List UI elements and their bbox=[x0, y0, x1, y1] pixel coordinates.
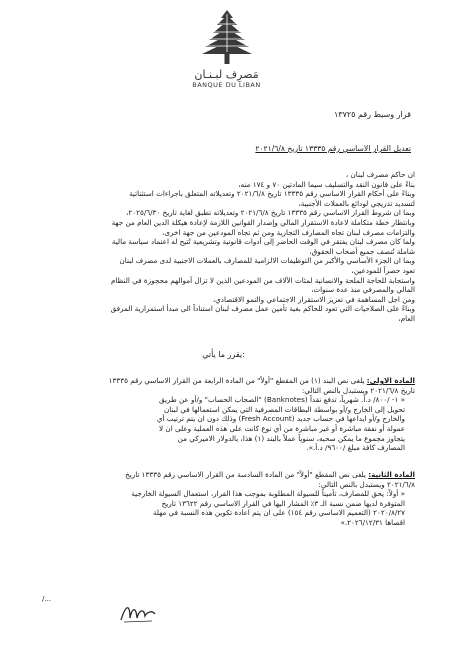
article-2 bbox=[32, 470, 415, 528]
article-2-line: ٢٠٢٠/٨/٢٧ (التعميم الاساسي رقم ١٥٤) على ان يتم اعادة تكوين هذه النسبة في مهلة bbox=[152, 508, 405, 518]
article-1-line: المصارف كافة مبلغ /٩٦٠٠/ د.أ.». bbox=[306, 443, 405, 453]
preamble-line: ولما كان مصرف لبنان يفتقر في الوقت الحاضر إلى أدوات قانونية وتشريعية تُتيح له اعتماد سياسة مالية bbox=[111, 237, 415, 247]
article-1 bbox=[32, 376, 415, 453]
preamble-line: ومن اجل المساهمة في تعزيز الاستقرار الاجتماعي والنمو الاقتصادي، bbox=[212, 294, 415, 304]
cedar-logo-icon bbox=[197, 6, 257, 70]
signature-icon bbox=[118, 600, 158, 630]
article-2-label: المادة الثانية: bbox=[368, 470, 415, 479]
article-2-line: ٢٠٢١/٦/٨ ويستبدل بالنص التالي: bbox=[318, 479, 415, 489]
preamble-line: ان حاكم مصرف لبنان ، bbox=[345, 170, 415, 179]
preamble-line: وبناءً على أحكام القرار الاساسي رقم ١٣٣٣٥ تاريخ ٢٠٢١/٦/٨ وتعديلاته المتعلق باجراءات استثنائية bbox=[129, 189, 415, 199]
preamble-line: بناءً على قانون النقد والتسليف سيما المادتين ٧٠ و ١٧٤ منه، bbox=[238, 179, 415, 189]
article-1-line: يلغى نص البند (١) من المقطع "أولاً" من المادة الرابعة من القرار الاساسي رقم ١٣٣٣٥ bbox=[108, 376, 365, 385]
article-2-line: اقصاها ٢٠٢٦/١٢/٣١.» bbox=[340, 517, 405, 527]
article-1-line: عمولة أو نفقة مباشرة أو غير مباشرة من أي نوع كانت على هذه العملية وعلى ان لا bbox=[159, 423, 405, 433]
article-1-line: والخارج و/أو ايداعها في حساب جديد (Fresh Account) وذلك دون ان يتم ترتيب أي bbox=[156, 414, 405, 424]
continuation-mark: /... bbox=[42, 595, 52, 603]
article-1-line: يتجاوز مجموع ما يمكن سحبه، سنوياً عملاً بالبند (١) هذا، بالدولار الاميركي من bbox=[177, 433, 405, 443]
preamble-line: والتزامات مصرف لبنان تجاه المصارف التجارية ومن ثم تجاه المودعين من جهة اخرى، bbox=[162, 227, 415, 237]
preamble-line: وبانتظار خطة متكاملة لاعادة الاستقرار المالي وإصدار القوانين اللازمة لإعادة هيكلة الدين العام من جهة bbox=[111, 217, 415, 227]
preamble-line: وبما ان شروط القرار الاساسي رقم ١٣٣٣٥ تاريخ ٢٠٢١/٦/٨ وتعديلاته تطبق لغاية تاريخ ٢٠٢٥/٦/٣٠، bbox=[126, 208, 415, 218]
preamble-line: المالي والمصرفي منذ عدة سنوات، bbox=[311, 285, 415, 295]
preamble-line: تعود حصراً للمودعين، bbox=[351, 265, 415, 275]
article-1-line: تاريخ ٢٠٢١/٦/٨ ويستبدل بالنص التالي: bbox=[301, 385, 415, 395]
preamble-line: العام، bbox=[398, 313, 415, 323]
preamble-line: شاملة تُنصف جميع أصحاب الحقوق، bbox=[309, 246, 415, 256]
preamble bbox=[32, 170, 415, 324]
bank-name-english: BANQUE DU LIBAN bbox=[192, 81, 261, 89]
article-1-label: المادة الاولى: bbox=[366, 376, 415, 385]
preamble-line: وبما ان الجزء الأساسي والأكبر من التوظيفات الالزامية للمصارف بالعملات الاجنبية لدى مصرف لبنان bbox=[119, 256, 415, 266]
article-1-line: تحويل إلى الخارج و/أو بواسطة البطاقات المصرفية التي يمكن استعمالها في لبنان bbox=[164, 404, 405, 414]
article-2-line: المتوفرة لديها ضمن نسبة الـ ٣٪ المشار اليها في القرار الاساسي رقم ١٣٦٢٢ تاريخ bbox=[161, 498, 405, 508]
article-2-line: « أولاً: يحق للمصارف، تأميناً للسيولة المطلوبة بموجب هذا القرار، استعمال السيولة الخارجية bbox=[131, 489, 405, 499]
bank-name-arabic: مَصرِف لبـنـان bbox=[194, 68, 259, 81]
article-1-line: « ١- /٨٠٠/ د.أ. شهرياً، تدفع نقداً (Banknotes) "الصحاب الحساب" و/أو عن طريق bbox=[159, 395, 405, 405]
decision-title: تعديل القرار الاساسي رقم ١٣٣٣٥ تاريخ ٢٠٢١/٦/٨ bbox=[255, 144, 411, 153]
decides-heading: يقرر ما يأتي: bbox=[202, 350, 245, 359]
preamble-line: لتسديد تدريجي لودائع بالعملات الأجنبية، bbox=[298, 198, 415, 208]
letterhead bbox=[0, 6, 453, 90]
article-2-line: يلغى نص المقطع "أولاً" من المادة السادسة من القرار الاساسي رقم ١٣٣٣٥ تاريخ bbox=[125, 470, 366, 479]
decision-number: قرار وسيط رقم ١٣٧٢٥ bbox=[333, 110, 411, 119]
preamble-line: واستجابة للحاجة الملحة والانسانية لمئات الآلاف من المودعين الذين لا تزال أموالهم محجوزة في النظام bbox=[110, 275, 415, 285]
preamble-line: وبناءً على الصلاحيات التي تعود للحاكم بغية تأمين عمل مصرف لبنان استناداً الى مبدأ استمرارية المرفق bbox=[110, 304, 415, 314]
